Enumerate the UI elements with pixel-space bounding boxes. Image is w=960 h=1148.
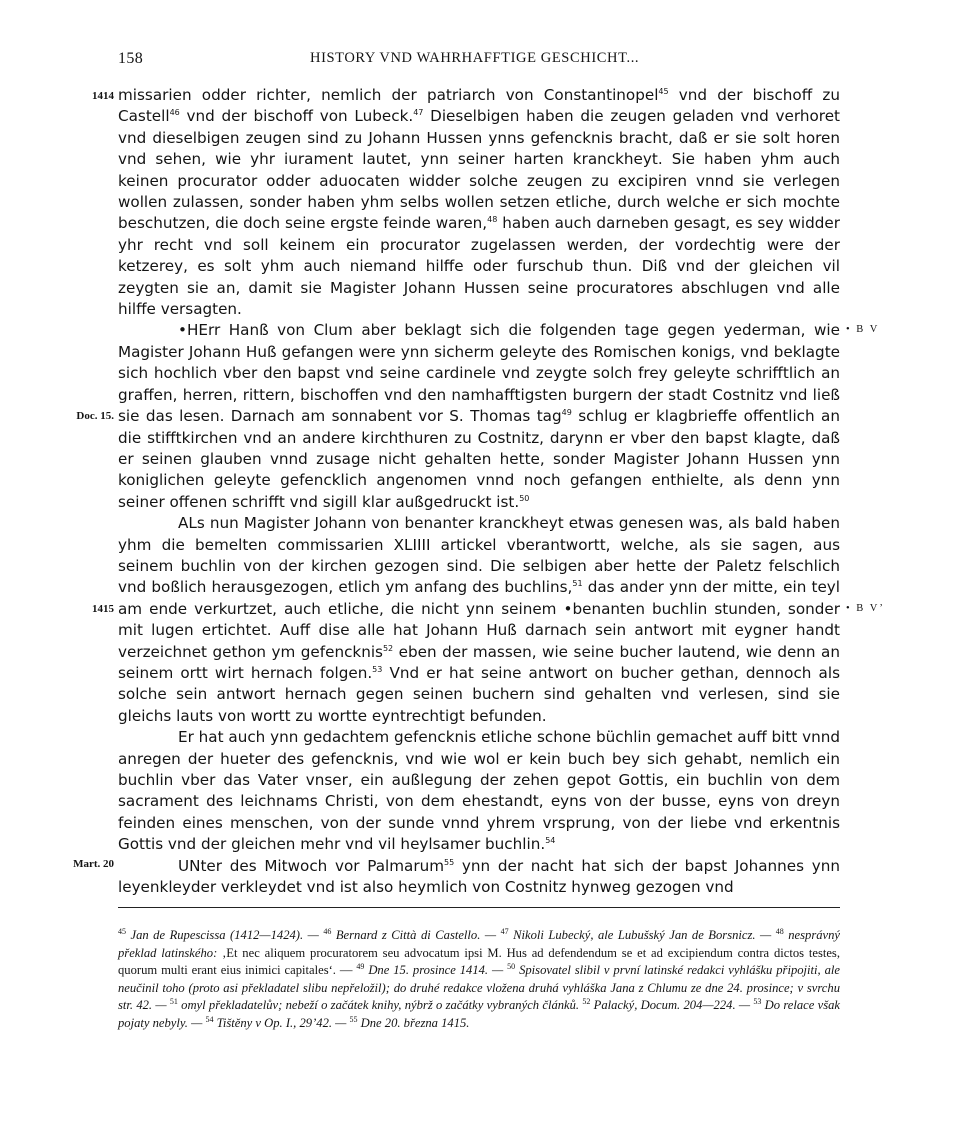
footnote-number-50: 50 [507, 962, 516, 971]
footnote-ref-52: 52 [382, 643, 394, 653]
footnote-number-52: 52 [582, 997, 591, 1007]
footnote-ref-49: 49 [561, 408, 572, 418]
footnote-number-51: 51 [169, 997, 178, 1007]
text-run: Er hat auch ynn gedachtem gefencknis etliche schone büchlin gemachet auff bitt vnnd anregen der hueter des gefencknis, vnd wie wol er kein buch bey sich gehabt, nemlich ein buchlin vber das Vater vnser, ein außlegung der zehen gepot Gottis, ein buchlin von dem sacrament des leichnams Christi, von dem ehestandt, eyns von der busse, eyns von dreyn feinden eines menschen, von der sunde vnnd yhrem vrsprung, von der liebe vnd erkentnis Gottis vnd der gleichen mehr vnd vil heylsamer buchlin. [118, 728, 840, 854]
text-run: missarien odder richter, nemlich der patriarch von Constantinopel [118, 86, 659, 104]
text-run: UNter des Mitwoch vor Palmarum [178, 856, 444, 875]
footnote-ref-46: 46 [169, 108, 180, 118]
footnote-ref-55: 55 [444, 857, 455, 867]
text-run: ynn der nacht hat sich der bapst Johannes ynn leyenkleyder verkleydet vnd ist also heymlich von Costnitz hynweg gezogen vnd [118, 856, 840, 897]
paragraph-1 [118, 85, 840, 320]
text-run: ALs nun Magister Johann von benanter kranckheyt etwas genesen was, als bald haben yhm die bemelten commissarien XLIIII artickel vberantwortt, welche, als sie sagen, aus seinem buchlin von der kirchen gezogen sind. Die selbigen aber hette der Paletz felschlich vnd boßlich herausgezogen, etlich ym anfang des buchlins, [118, 514, 840, 597]
footnote-number-54: 54 [205, 1014, 214, 1024]
footnote-text-47: Nikoli Lubecký, ale Lubušský Jan de Borsnicz. — [508, 928, 776, 942]
footnote-text-52: Palacký, Docum. 204—224. — [590, 998, 754, 1013]
text-run: vnd der bischoff von Lubeck. [179, 107, 414, 126]
footnote-ref-51: 51 [572, 579, 583, 589]
text-run: Vnd er hat seine antwort on bucher gethan, dennoch als solche sein antwort hernach gegen seinen buchern sind gehalten vnd verlesen, sind sie gleichs lauts von wortt zu wortte eyntrechtigt befunden. [118, 663, 840, 725]
footnote-number-48: 48 [775, 926, 784, 936]
paragraph-2 [118, 320, 840, 513]
footnote-text-50: Spisovatel slibil v první latinské redakci vyhlášku připojiti, ale neučinil toho (proto asi překladatel slibu nepřeložil); do druhé redakce vložena druhá vyhláška Jana z Chlumu ze dne 24. prosince; v svrchu str. 42. — [118, 963, 840, 1013]
footnote-text-53: Do relace však pojaty nebyly. — [118, 998, 840, 1030]
footnote-text-54: Tištěny v Op. I., 29’42. — [213, 1015, 350, 1030]
footnote-ref-50: 50 [519, 493, 530, 503]
paragraph-3 [118, 513, 840, 727]
footnotes [118, 927, 840, 1033]
footnote-text-48: nesprávný překlad latinského: [118, 928, 840, 960]
footnote-ref-54: 54 [545, 836, 556, 846]
footnote-ref-45: 45 [658, 86, 669, 96]
text-run: vnd der bischoff zu Castell [118, 86, 840, 126]
footnote-number-47: 47 [500, 926, 509, 936]
footnote-quote-48: ‚Et nec aliquem procuratorem seu advocatum ipsi M. Hus ad defendendum se et ad excipiendum contra dictos testes, quorum multi erant eius inimici capitales‘. — [118, 945, 840, 978]
text-run: eben der massen, wie seine bucher lautend, wie denn an seinem ortt wirt hernach folgen. [118, 642, 840, 682]
footnote-block [118, 927, 840, 1033]
running-head [118, 50, 840, 72]
text-run: haben auch darneben gesagt, es sey widder yhr recht vnd soll keinem ein procurator zugelassen werden, der vordechtig were der ketzerey, es solt yhm auch niemand hilffe oder furschub thun. Diß vnd der gleichen vil zeygten sie an, damit sie Magister Johann Hussen seine procuratores abschlugen vnd alle hilffe versagten. [118, 214, 841, 319]
footnote-text-45: Jan de Rupescissa (1412—1424). — [126, 928, 324, 942]
footnote-rule [118, 907, 840, 908]
paragraph-5 [118, 856, 840, 899]
footnote-text-46: Bernard z Città di Castello. — [331, 928, 501, 942]
footnote-text-51: omyl překladatelův; nebeží o začátek knihy, nýbrž o začátky vybraných článků. [177, 998, 580, 1013]
footnote-number-45: 45 [118, 926, 126, 936]
margin-date-doc-15: Doc. 15. [76, 410, 114, 422]
text-run: Dieselbigen haben die zeugen geladen vnd verhoret vnd dieselbigen zeugen sind zu Johann Hussen ynns gefencknis bracht, daß er sie solt horen vnd sehen, wie yhr iurament lautet, ynn seiner harten kranckheyt. Sie haben yhm auch keinen procurator odder aduocaten widder solche zeugen zu excipiren vnnd sie verlegen wollen zulassen, sonder haben yhm selbs wollen setzen etliche, durch welche er sich mochte beschutzen, die doch seine ergste feinde waren, [118, 107, 840, 233]
footnote-number-53: 53 [753, 997, 762, 1007]
footnote-ref-53: 53 [372, 664, 383, 674]
margin-date-mart-20: Mart. 20 [73, 858, 114, 870]
main-text [118, 85, 840, 898]
margin-year-1415: 1415 [92, 603, 114, 615]
page-number: 158 [118, 50, 144, 67]
footnote-number-55: 55 [349, 1014, 358, 1024]
text-run: das ander ynn der mitte, ein teyl am ende verkurtzet, auch etliche, die nicht ynn seinem •benanten buchlin stunden, sonder mit lugen ertichtet. Auff dise alle hat Johann Huß darnach sein antwort mit eygner handt verzeichnet gethon ym gefencknis [118, 578, 841, 661]
running-title: HISTORY VND WAHRHAFFTIGE GESCHICHT... [310, 50, 640, 66]
footnote-number-49: 49 [356, 962, 365, 971]
margin-siglum-bv: • B V [846, 324, 880, 335]
margin-year-1414: 1414 [92, 90, 114, 102]
footnote-text-55: Dne 20. března 1415. [357, 1015, 470, 1030]
margin-siglum-bv-prime: • B V’ [846, 603, 885, 614]
footnote-ref-48: 48 [487, 215, 498, 225]
paragraph-4 [118, 727, 840, 855]
text-run: schlug er klagbrieffe offentlich an die stifftkirchen vnd an andere kirchthuren zu Costnitz, darynn er vber den bapst klagte, daß er seinen glauben vnnd zusage nicht gehalten hette, sonder Magister Johann Hussen ynn koniglichen geleyte gefencklich angenomen vnnd noch gefangen enthielte, als denn ynn seiner offenen schrifft vnd sigill klar außgedruckt ist. [118, 407, 840, 511]
footnote-text-49: Dne 15. prosince 1414. — [364, 963, 508, 978]
text-run: •HErr Hanß von Clum aber beklagt sich die folgenden tage gegen yederman, wie Magister Johann Huß gefangen were ynn sicherm geleyte des Romischen konigs, vnd beklagte sich hochlich vber den bapst vnd seine cardinele vnd zeygte solch frey geleyte schrifftlich an graffen, herren, rittern, bischoffen vnd den namhafftigsten burgern der stadt Costnitz vnd ließ sie das lesen. Darnach am sonnabent vor S. Thomas tag [118, 321, 840, 426]
footnote-number-46: 46 [323, 926, 332, 936]
footnote-ref-47: 47 [413, 108, 424, 118]
